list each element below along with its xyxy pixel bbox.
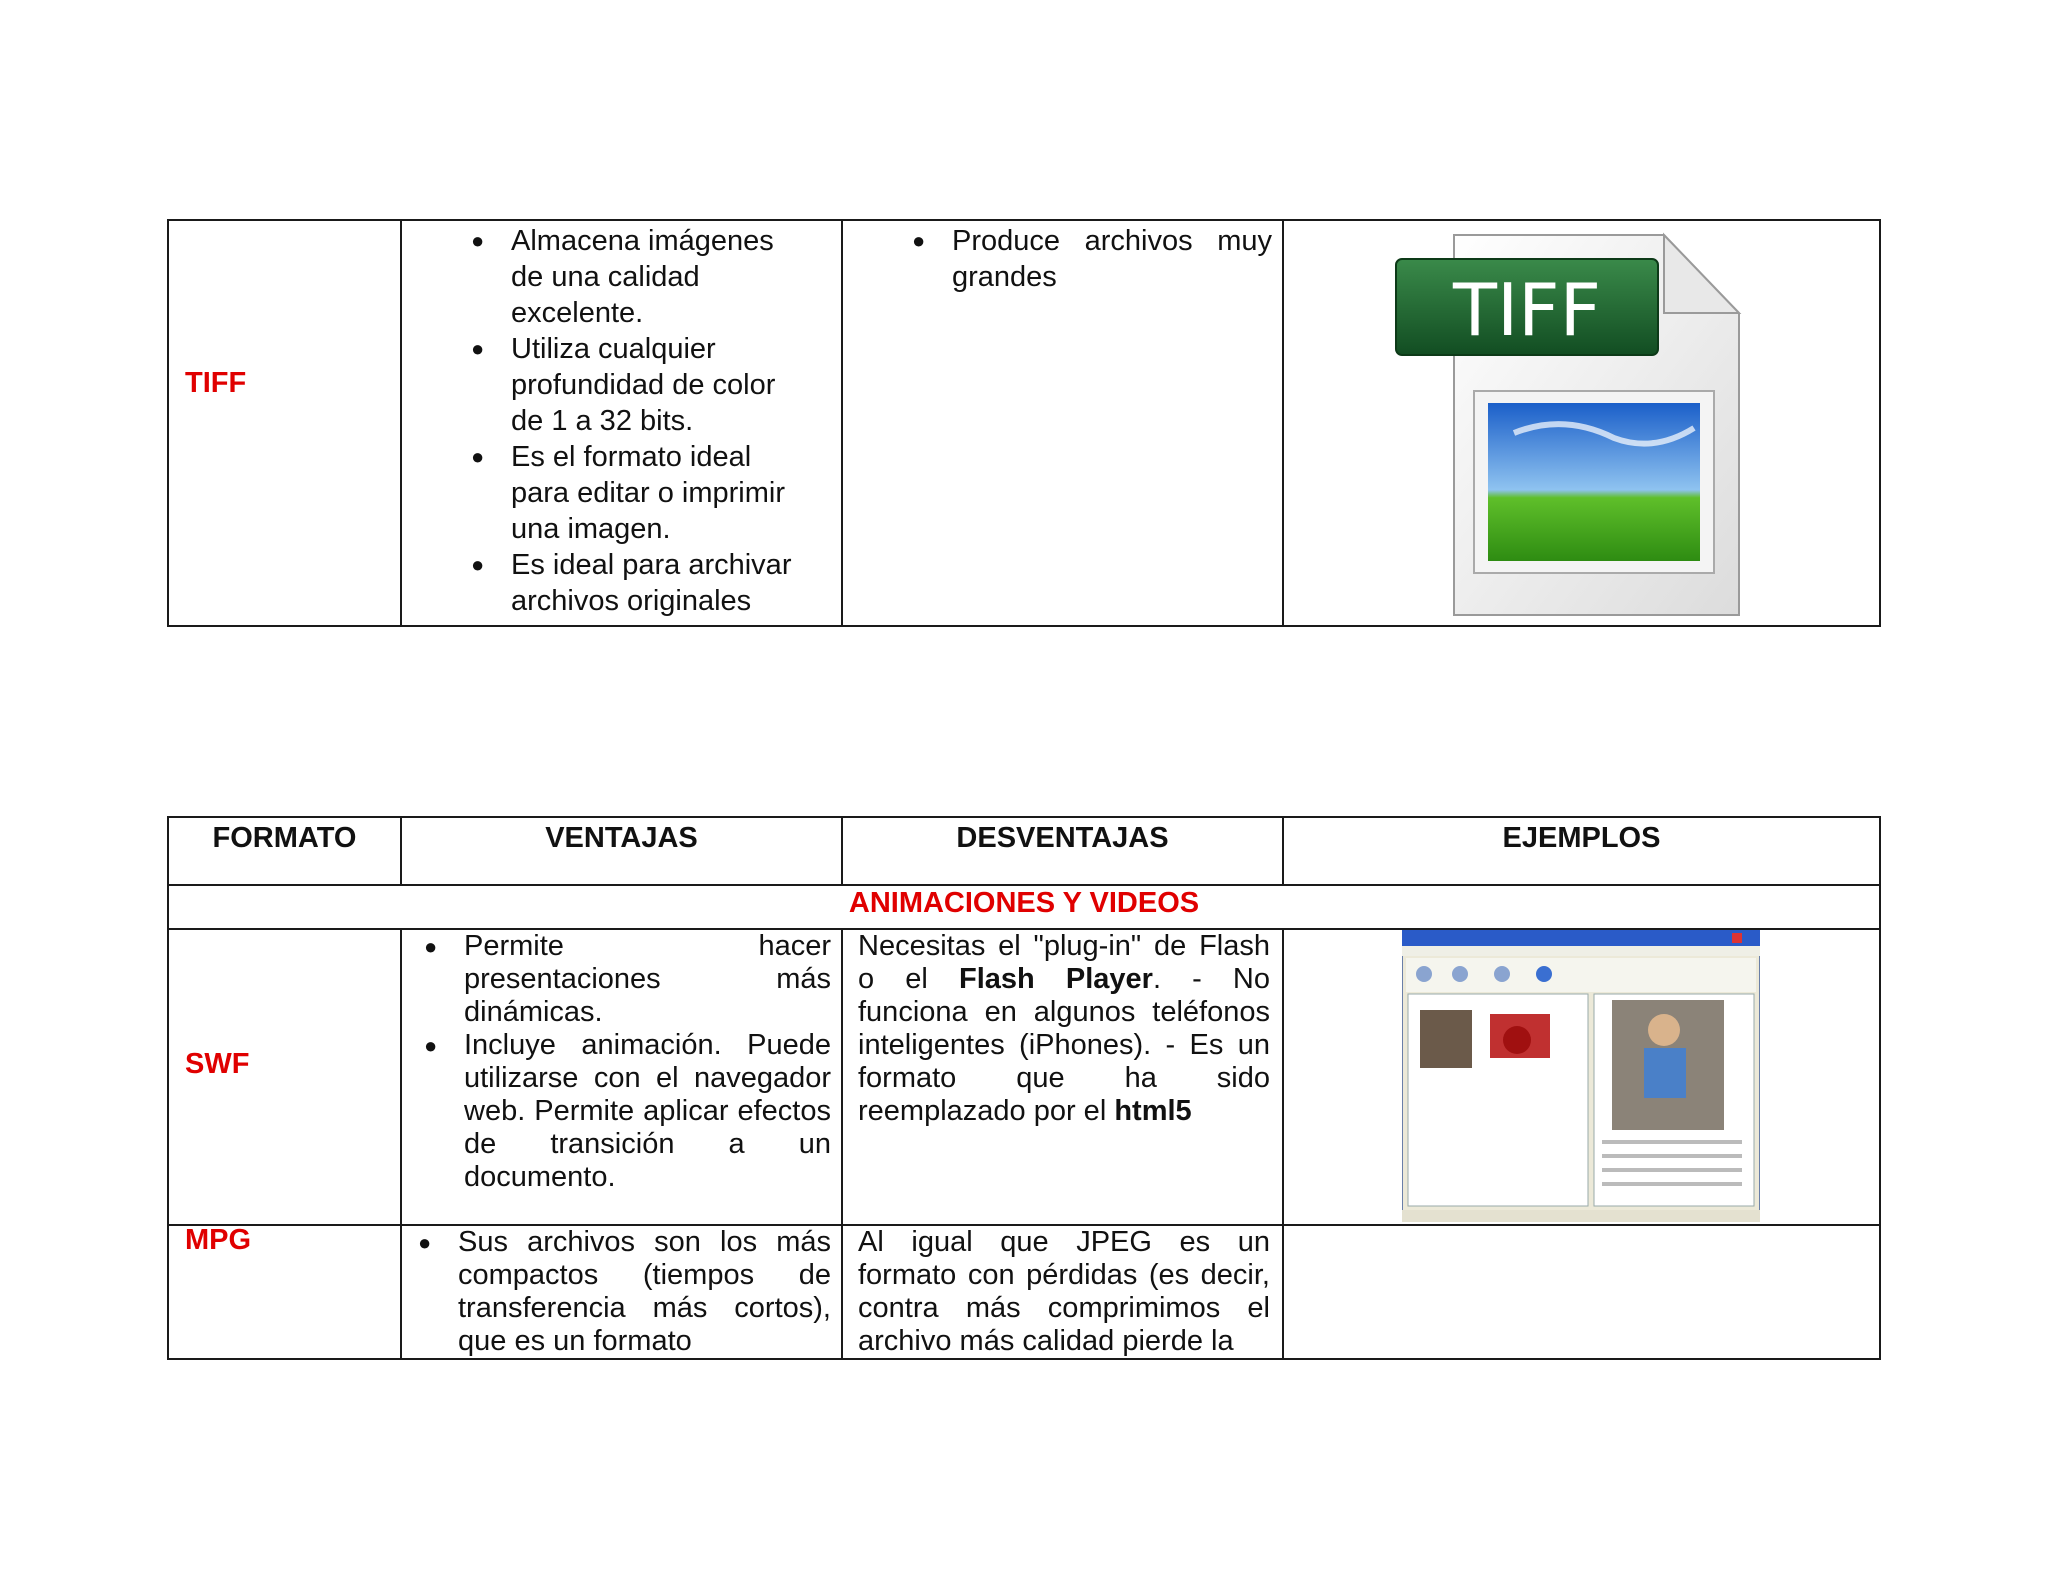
list-item: ● Permite hacer presentaciones más dinámicas. xyxy=(424,930,831,1028)
disadvantages-cell xyxy=(842,929,1283,1225)
header-advantages: VENTAJAS xyxy=(401,817,842,885)
format-cell xyxy=(168,220,401,626)
list-item: ● Almacena imágenes de una calidad excelente. xyxy=(471,225,774,329)
header-format: FORMATO xyxy=(168,817,401,885)
disadvantages-cell xyxy=(842,220,1283,626)
format-cell xyxy=(168,929,401,1225)
disadvantages-cell xyxy=(842,1225,1283,1359)
list-item: ● Utiliza cualquier profundidad de color de 1 a 32 bits. xyxy=(471,333,776,437)
advantages-cell xyxy=(401,929,842,1225)
list-item: ● Produce archivos muy grandes xyxy=(912,225,1272,293)
section-title: ANIMACIONES Y VIDEOS xyxy=(168,885,1880,929)
tiff-table xyxy=(167,219,1881,627)
format-tiff: TIFF xyxy=(185,367,247,399)
header-disadvantages: DESVENTAJAS xyxy=(842,817,1283,885)
swf-disadvantages: Necesitas el "plug-in" de Flash o el Flash Player. - No funciona en algunos teléfonos inteligentes (iPhones). - Es un formato que ha sido reemplazado por el html5 xyxy=(858,930,1271,1127)
list-item: ● Incluye animación. Puede utilizarse con el navegador web. Permite aplicar efectos de transición a un documento. xyxy=(424,1029,831,1193)
header-examples: EJEMPLOS xyxy=(1283,817,1880,885)
mpg-disadvantages: Al igual que JPEG es un formato con pérdidas (es decir, contra más comprimimos el archivo más calidad pierde la xyxy=(858,1226,1270,1357)
list-item: ● Es ideal para archivar archivos originales xyxy=(471,549,792,617)
format-mpg: MPG xyxy=(185,1224,252,1256)
example-cell xyxy=(1283,1225,1880,1359)
example-cell xyxy=(1283,220,1880,626)
advantages-cell xyxy=(401,220,842,626)
tiff-file-icon xyxy=(1394,223,1754,623)
list-item: ● Es el formato ideal para editar o imprimir una imagen. xyxy=(471,441,785,545)
swf-app-screenshot xyxy=(1402,930,1760,1222)
tiff-icon-label: TIFF xyxy=(1452,268,1602,352)
format-swf: SWF xyxy=(185,1048,250,1080)
advantages-cell xyxy=(401,1225,842,1359)
format-cell xyxy=(168,1225,401,1359)
formats-table xyxy=(167,816,1881,1360)
list-item: ● Sus archivos son los más compactos (tiempos de transferencia más cortos), que es un formato xyxy=(418,1226,831,1357)
example-cell xyxy=(1283,929,1880,1225)
